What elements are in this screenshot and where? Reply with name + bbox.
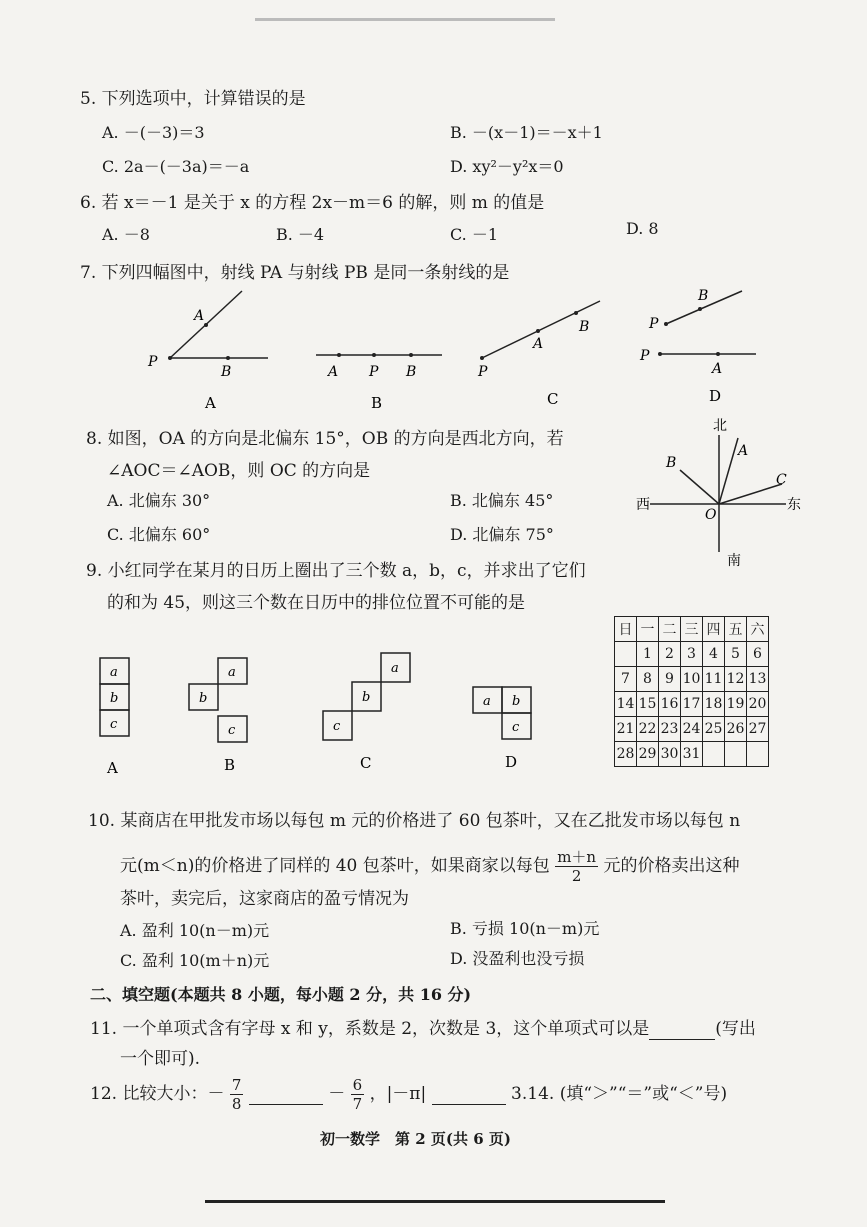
q9a-cell-a: a	[110, 665, 118, 680]
calendar-cell: 28	[615, 742, 637, 767]
q8-stem-line2: ∠AOC＝∠AOB，则 OC 的方向是	[107, 461, 371, 481]
calendar-header-cell: 五	[725, 617, 747, 642]
q8-option-d: D. 北偏东 75°	[450, 525, 554, 544]
q12-fraction-1	[230, 1076, 244, 1113]
q12-fraction-1-denominator: 8	[231, 1095, 242, 1113]
q7-caption-c: C	[547, 390, 559, 408]
q9-calendar	[614, 616, 769, 767]
q10-line1: 10. 某商店在甲批发市场以每包 m 元的价格进了 60 包茶叶，又在乙批发市场以每包 n	[88, 811, 741, 831]
calendar-cell: 11	[703, 667, 725, 692]
calendar-cell: 1	[637, 642, 659, 667]
q10-line3: 茶叶，卖完后，这家商店的盈亏情况为	[120, 889, 409, 909]
q8-label-b: B	[666, 455, 677, 471]
q12-fraction-2-numerator: 6	[352, 1076, 363, 1094]
calendar-cell: 19	[725, 692, 747, 717]
q10-fraction	[555, 848, 598, 885]
q8-stem-line1: 8. 如图，OA 的方向是北偏东 15°，OB 的方向是西北方向，若	[86, 429, 564, 449]
calendar-cell	[703, 742, 725, 767]
calendar-header-row	[615, 617, 769, 642]
q7c-label-p: P	[478, 364, 488, 380]
q8-label-o: O	[705, 507, 717, 523]
q9b-cell-a: a	[228, 665, 236, 680]
calendar-cell: 12	[725, 667, 747, 692]
q12-fraction-2-denominator: 7	[352, 1095, 363, 1113]
q7-figure-b	[316, 353, 442, 410]
calendar-cell: 23	[659, 717, 681, 742]
q9c-cell-b: b	[362, 690, 371, 705]
q9-cell-arrangements	[90, 650, 570, 780]
q6-option-a: A. －8	[102, 225, 150, 244]
scan-bottom-edge	[205, 1200, 665, 1203]
calendar-cell: 21	[615, 717, 637, 742]
q8-label-south: 南	[727, 553, 741, 569]
q12-line	[90, 1076, 727, 1113]
q7-ray-diagrams	[0, 280, 867, 410]
q11-line1	[90, 1014, 756, 1040]
q9c-cell-a: a	[391, 661, 399, 676]
q12-abs-pi: ，|－π|	[369, 1084, 427, 1104]
q12-answer-blank-1[interactable]	[249, 1084, 323, 1105]
calendar-cell: 27	[747, 717, 769, 742]
q11-text-end: (写出	[715, 1019, 756, 1039]
calendar-cell: 13	[747, 667, 769, 692]
q12-answer-blank-2[interactable]	[432, 1084, 506, 1105]
q9-stem-line2: 的和为 45，则这三个数在日历中的排位位置不可能的是	[107, 593, 526, 613]
q10-option-c: C. 盈利 10(m＋n)元	[120, 951, 270, 970]
scan-top-edge	[255, 18, 555, 21]
q10-line2-end: 元的价格卖出这种	[603, 856, 740, 876]
calendar-cell: 18	[703, 692, 725, 717]
q7d-label-p2: P	[640, 348, 650, 364]
calendar-cell: 7	[615, 667, 637, 692]
calendar-header-cell: 一	[637, 617, 659, 642]
q8-label-east: 东	[787, 497, 801, 513]
q5-option-d: D. xy²－y²x＝0	[450, 157, 564, 176]
q8-label-north: 北	[713, 418, 727, 434]
q7-figure-a	[147, 291, 268, 410]
calendar-cell: 10	[681, 667, 703, 692]
q5-option-b: B. －(x－1)＝－x＋1	[450, 123, 603, 142]
q9a-cell-b: b	[110, 691, 119, 706]
q10-option-b: B. 亏损 10(n－m)元	[450, 919, 600, 938]
calendar-cell: 8	[637, 667, 659, 692]
q8-option-a: A. 北偏东 30°	[107, 491, 211, 510]
q9c-cell-c: c	[333, 719, 341, 734]
q9b-cell-c: c	[228, 723, 236, 738]
q7-stem: 7. 下列四幅图中，射线 PA 与射线 PB 是同一条射线的是	[80, 263, 510, 283]
q11-line2: 一个即可).	[120, 1049, 201, 1069]
calendar-cell	[725, 742, 747, 767]
q9-caption-c: C	[360, 754, 372, 772]
q5-stem: 5. 下列选项中，计算错误的是	[80, 89, 306, 109]
q9d-cell-b: b	[512, 694, 521, 709]
q7-caption-b: B	[371, 394, 383, 410]
q9d-cell-c: c	[512, 720, 520, 735]
q8-option-b: B. 北偏东 45°	[450, 491, 554, 510]
calendar-cell: 15	[637, 692, 659, 717]
q12-fraction-1-numerator: 7	[231, 1076, 242, 1094]
q7d-label-p1: P	[649, 316, 659, 332]
calendar-header-cell: 六	[747, 617, 769, 642]
q12-minus: －	[328, 1084, 346, 1104]
q6-option-b: B. －4	[276, 225, 325, 244]
q6-option-c: C. －1	[450, 225, 499, 244]
calendar-cell: 2	[659, 642, 681, 667]
q8-compass-diagram	[630, 410, 810, 570]
q12-fraction-2	[351, 1076, 365, 1113]
calendar-row	[615, 742, 769, 767]
calendar-header-cell: 日	[615, 617, 637, 642]
calendar-cell: 17	[681, 692, 703, 717]
calendar-row	[615, 692, 769, 717]
calendar-row	[615, 642, 769, 667]
calendar-header-cell: 二	[659, 617, 681, 642]
q9-stem-line1: 9. 小红同学在某月的日历上圈出了三个数 a，b，c，并求出了它们	[86, 561, 586, 581]
calendar-cell	[615, 642, 637, 667]
q7a-label-a: A	[194, 308, 205, 324]
page-footer: 初一数学 第 2 页(共 6 页)	[320, 1130, 511, 1148]
q8-label-a: A	[738, 443, 749, 459]
q7-caption-a: A	[205, 394, 216, 410]
calendar-cell: 31	[681, 742, 703, 767]
q7a-label-b: B	[221, 364, 232, 380]
q7c-label-b: B	[579, 319, 590, 335]
q7c-label-a: A	[533, 336, 544, 352]
calendar-cell: 30	[659, 742, 681, 767]
q10-line2	[120, 848, 739, 885]
calendar-cell: 20	[747, 692, 769, 717]
q8-option-c: C. 北偏东 60°	[107, 525, 211, 544]
q5-option-c: C. 2a－(－3a)＝－a	[102, 157, 250, 176]
q6-option-d: D. 8	[626, 219, 659, 238]
q12-suffix: 3.14. (填“＞”“＝”或“＜”号)	[511, 1084, 728, 1104]
q9-caption-a: A	[107, 759, 118, 777]
section-fill-in-heading: 二、填空题(本题共 8 小题，每小题 2 分，共 16 分)	[90, 985, 472, 1004]
q10-option-d: D. 没盈利也没亏损	[450, 949, 585, 968]
calendar-cell: 6	[747, 642, 769, 667]
calendar-cell: 3	[681, 642, 703, 667]
q9a-cell-c: c	[110, 717, 118, 732]
calendar-cell: 14	[615, 692, 637, 717]
q9-caption-b: B	[224, 756, 236, 774]
calendar-cell: 29	[637, 742, 659, 767]
q11-text: 11. 一个单项式含有字母 x 和 y，系数是 2，次数是 3，这个单项式可以是	[90, 1019, 650, 1039]
q9-caption-d: D	[505, 753, 518, 771]
q7d-label-a: A	[712, 361, 723, 377]
calendar-cell: 26	[725, 717, 747, 742]
calendar-header-cell: 四	[703, 617, 725, 642]
q12-prefix: 12. 比较大小：－	[90, 1084, 225, 1104]
calendar-cell	[747, 742, 769, 767]
q7b-label-b: B	[406, 364, 417, 380]
calendar-cell: 22	[637, 717, 659, 742]
calendar-cell: 4	[703, 642, 725, 667]
q10-fraction-denominator: 2	[571, 867, 582, 885]
calendar-cell: 16	[659, 692, 681, 717]
q7-figure-c	[477, 301, 600, 408]
calendar-cell: 24	[681, 717, 703, 742]
calendar-cell: 25	[703, 717, 725, 742]
q10-line2-start: 元(m＜n)的价格进了同样的 40 包茶叶，如果商家以每包	[120, 856, 550, 876]
calendar-row	[615, 717, 769, 742]
q5-option-a: A. －(－3)＝3	[102, 123, 205, 142]
q11-answer-blank[interactable]	[649, 1019, 715, 1040]
q7b-label-a: A	[328, 364, 339, 380]
calendar-cell: 5	[725, 642, 747, 667]
q7-caption-d: D	[709, 387, 722, 405]
q9d-cell-a: a	[483, 694, 491, 709]
q7a-label-p: P	[148, 354, 158, 370]
q8-label-west: 西	[636, 497, 650, 513]
q8-label-c: C	[776, 472, 787, 488]
q7-figure-d	[639, 288, 756, 405]
q7b-label-p: P	[369, 364, 379, 380]
q7d-label-b: B	[698, 288, 709, 304]
calendar-cell: 9	[659, 667, 681, 692]
calendar-header-cell: 三	[681, 617, 703, 642]
q10-fraction-numerator: m＋n	[557, 848, 597, 866]
q6-stem: 6. 若 x＝－1 是关于 x 的方程 2x－m＝6 的解，则 m 的值是	[80, 193, 545, 213]
calendar-row	[615, 667, 769, 692]
q9b-cell-b: b	[199, 691, 208, 706]
q10-option-a: A. 盈利 10(n－m)元	[120, 921, 270, 940]
